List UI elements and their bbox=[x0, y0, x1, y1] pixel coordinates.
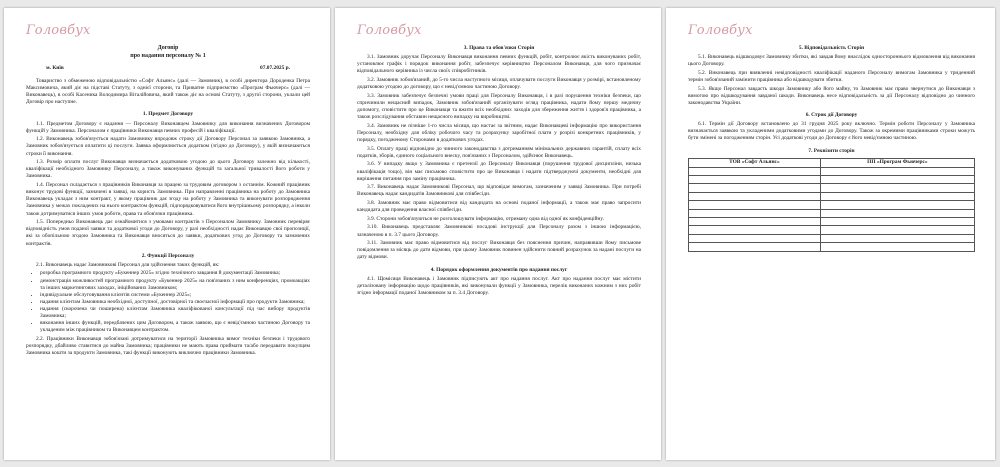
section-3-paragraph: 3.9. Сторони зобов'язуються не розголошувати інформацію, отриману одна від одної як конфіденційну. bbox=[367, 215, 604, 222]
requisites-cell-contractor bbox=[820, 217, 974, 225]
requisites-row bbox=[689, 192, 975, 200]
section-5-paragraph: 5.2. Виконавець при виявленні невідповідності кваліфікації наданого Персоналу вимогам Замовника у триденний термін зобов'язаний замінити працівника або відшкодувати збитки. bbox=[688, 69, 975, 83]
requisites-cell-contractor bbox=[820, 243, 974, 251]
section-1-paragraph: 1.3. Розмір оплати послуг Виконавця визначається додатковою угодою до цього Договору залежно від кількості, кваліфікації необхідного Замовнику Персоналу, а також виконуваних функцій та загальної тривалості його роботи у Замовника. bbox=[26, 159, 310, 180]
logo: Головбух bbox=[357, 23, 422, 38]
requisites-row bbox=[689, 167, 975, 175]
requisites-cell-contractor bbox=[820, 176, 974, 184]
document-title: Договір bbox=[157, 45, 179, 51]
requisites-cell-contractor bbox=[820, 192, 974, 200]
section-3-paragraph: 3.1. Замовник доручає Персоналу Виконавця виконання певних функцій, робіт, контролює якість виконуваних робіт, установлює графік і порядок виконання робіт, забезпечує керівництво Персоналом Виконавця, для чого призначає відповідального керівника із числа своїх співробітників. bbox=[357, 54, 641, 75]
section-4-paragraph: 4.1. Щомісяця Виконавець і Замовник підписують акт про надання послуг. Акт про надання послуг має містити деталізовану інформацію щодо працівників, які виконували функції у Замовника, перелік виконаних кожним з них робіт згідно інформації поданої Замовником за п. 3.4 Договору. bbox=[357, 275, 641, 296]
section-1-paragraph: 1.5. Попередньо Виконавець дає ознайомитися з умовами контрактів з Персоналом Замовнику. Замовник перевіряє відповідність умов поданої заявки та додаткової угоди до Договору, у разі необхідності надає Виконавцю свої пропозиції, які за обопільною згодою Замовника та Виконавця вносяться до заявки, додаткових угод до Договору та зазначених контрактів. bbox=[26, 219, 310, 247]
section-5-paragraph: 5.1. Виконавець відшкодовує Замовнику збитки, які завдав йому внаслідок одностороннього відмовлення від виконання цього Договору. bbox=[688, 54, 975, 68]
requisites-row bbox=[689, 217, 975, 225]
function-list-item: • надання (скорочена чи поширена) клієнтам Замовника кваліфікованої консультації під час вибору продуктів Замовника; bbox=[40, 306, 310, 320]
intro-paragraph: Товариство з обмеженою відповідальністю «Софт Альянс» (далі — Замовник), в особі директора Дороденка Петра Максимовича, який діє на підставі Статуту, з однієї сторони, та Приватне підприємство «Програм Фьючерс» (далі — Виконавець), в особі Касеника Володимира Віталійовича, який також діє на основі Статуту, з другої сторони, уклали цей Договір про наступне. bbox=[26, 77, 310, 106]
contract-date: 07.07.2025 р. bbox=[260, 64, 290, 71]
place-date-row bbox=[46, 65, 290, 72]
section-6-body bbox=[688, 121, 975, 142]
section-2-last: 2.2. Працівники Виконавця зобов'язані дотримуватися на території Замовника вимог техніки безпеки і трудового розпорядку, дбайливо ставитися до майна Замовника; працівники не мають права приймати та/або передавати покупцям Замовника кошти за продукти Замовника, такі функції виконують виключно працівники Замовника. bbox=[26, 335, 310, 356]
requisites-header-customer: ТОВ «Софт Альянс» bbox=[689, 158, 821, 167]
section-1-paragraph: 1.1. Предметом Договору є надання — Персоналу Виконавцем Замовнику для виконання визначених Договором функцій у Замовника. Персоналом є працівники Виконавця певних професій і кваліфікації. bbox=[26, 120, 310, 134]
requisites-row bbox=[689, 234, 975, 242]
section-1-body bbox=[26, 121, 310, 248]
section-heading-4: 4. Порядок оформлення документів про надання послуг bbox=[430, 266, 568, 273]
document-page-1 bbox=[4, 8, 330, 460]
requisites-row bbox=[689, 201, 975, 209]
section-3-paragraph: 3.7. Виконавець надає Замовникові Персонал, що відповідає вимогам, зазначеним у заявці Замовника. При потребі Виконавець надає кандидатів Замовникові для співбесіди. bbox=[357, 184, 641, 198]
section-3-paragraph: 3.2. Замовник зобов'язаний, до 5-го числа наступного місяця, оплачувати послуги Виконавця у розмірі, встановленому додатковою угодою до договору, що є невід'ємною частиною Договору. bbox=[357, 77, 641, 91]
requisites-cell-customer bbox=[689, 176, 821, 184]
requisites-cell-contractor bbox=[820, 226, 974, 234]
section-2-lead: 2.1. Виконавець надає Замовникові Персонал для здійснення таких функцій, як: bbox=[36, 261, 220, 268]
requisites-header-contractor: ПП «Програм Фьючерс» bbox=[820, 158, 974, 167]
requisites-cell-customer bbox=[689, 184, 821, 192]
logo: Головбух bbox=[688, 23, 753, 38]
requisites-cell-customer bbox=[689, 167, 821, 175]
section-heading-2: 2. Функції Персоналу bbox=[141, 252, 195, 259]
requisites-cell-contractor bbox=[820, 184, 974, 192]
requisites-cell-customer bbox=[689, 201, 821, 209]
requisites-row bbox=[689, 184, 975, 192]
section-3-body bbox=[357, 54, 641, 261]
requisites-row bbox=[689, 243, 975, 251]
function-list-item: • демонстрація можливостей програмного продукту «Букеннер 2025» на пов'язаних з ним конференціях, промоакціях та інших маркетингових заходах, ініційованих Замовником; bbox=[40, 278, 310, 292]
requisites-cell-customer bbox=[689, 217, 821, 225]
requisites-cell-contractor bbox=[820, 234, 974, 242]
document-subtitle: про надання персоналу № 1 bbox=[130, 52, 206, 59]
section-3-paragraph: 3.11. Замовник має право відмовитися від послуг Виконавця без пояснення причин, направивши йому письмове повідомлення за місяць до дати відмови, при цьому Замовник повинен здійснити повний розрахунок за надані послуги на дату відмови. bbox=[357, 240, 641, 261]
requisites-cell-contractor bbox=[820, 167, 974, 175]
requisites-row bbox=[689, 209, 975, 217]
requisites-cell-customer bbox=[689, 243, 821, 251]
section-1-paragraph: 1.4. Персонал складається з працівників Виконавця за працею за трудовим договором з останнім. Кожний працівник виконує трудові функції, зазначені в заявці, на користь Замовника. При направленні працівника на роботу до Замовника Виконавець укладає з ним контракт, у якому працівник дає згоду на роботу у Замовника та виконувати розпорядження Замовника у межах покладених на нього контрактом функцій, підпорядковуватися його внутрішньому розпорядку, а інколи також дотримуватися інших умов роботи, права та обов'язки працівника. bbox=[26, 182, 310, 217]
function-list-item: • виконання інших функцій, передбачених цим Договором, а також заявою, що є невід'ємною частиною Договору та укладеним між працівником та Виконавцем контрактом. bbox=[40, 320, 310, 334]
section-3-paragraph: 3.4. Замовник не пізніше 1-го числа місяця, що настає за звітним, надає Виконавцеві інформацію про використання Персоналу, необхідну для обліку робочого часу та розрахунку заробітної плати у розрізі конкретних працівників, у порядку, погодженому Сторонами в додаткових угодах. bbox=[357, 122, 641, 143]
section-heading-5: 5. Відповідальність Сторін bbox=[798, 45, 865, 51]
requisites-row bbox=[689, 226, 975, 234]
requisites-row bbox=[689, 176, 975, 184]
section-3-paragraph: 3.6. У випадку якщо у Замовника є претензії до Персоналу Виконавця (порушення трудової дисципліни, низька кваліфікація тощо), він має письмово сповістити про це Виконавця і надати підтверджуючі документи, необхідні для вирішення питання про заміну працівника. bbox=[357, 161, 641, 182]
section-3-paragraph: 3.10. Виконавець представляє Замовникові посадові інструкції для Персоналу разом з іншою інформацією, зазначеною в п. 3.7 цього Договору. bbox=[357, 224, 641, 238]
section-1-paragraph: 1.2. Виконавець зобов'язується надати Замовнику впродовж строку дії Договору Персонал за заявкою Замовника, а Замовник зобов'язується оплатити ці послуги. Заявка оформлюється додатком (згідно до Договору), у якій визначаються строки її виконання. bbox=[26, 136, 310, 157]
section-6-paragraph: 6.1. Термін дії Договору встановлено до 31 грудня 2025 року включно. Термін роботи Персоналу у Замовника визначається заявкою та укладеними додатковими угодами до Договору. Також за окремими працівниками строки можуть бути змінені за погодженням сторін. Усі додаткові угоди до Договору є його невід'ємною частиною. bbox=[688, 121, 975, 142]
requisites-cell-contractor bbox=[820, 201, 974, 209]
section-5-body bbox=[688, 54, 975, 107]
requisites-cell-contractor bbox=[820, 209, 974, 217]
requisites-cell-customer bbox=[689, 226, 821, 234]
requisites-table bbox=[688, 158, 975, 252]
function-list-item: • індивідуальне обслуговування клієнтів системи «Букеннер 2025»; bbox=[40, 292, 310, 299]
section-3-paragraph: 3.3. Замовник забезпечує безпечні умови праці для Персоналу Виконавця, і в разі порушення техніки безпеки, що спричинили нещасний випадок, Замовник зобов'язаний організувати огляд працівника, надати йому першу медичну допомогу, сповістити про це Виконавця та вжити всіх необхідних заходів для збереження життя і здоров'я працівника, а також розслідування обставин нещасного випадку на виробництві. bbox=[357, 92, 641, 121]
document-page-2 bbox=[335, 8, 661, 460]
function-list-item: • розробка програмного продукту «Букеннер 2025» згідно технічного завдання й документації Замовника; bbox=[40, 270, 310, 277]
contract-city: м. Київ bbox=[46, 64, 64, 71]
section-heading-1: 1. Предмет Договору bbox=[142, 111, 194, 118]
function-list-item: • надання клієнтам Замовника необхідної, доступної, достовірної та своєчасної інформації про продукти Замовника; bbox=[40, 299, 310, 306]
logo: Головбух bbox=[26, 23, 91, 38]
section-heading-3: 3. Права та обов'язки Сторін bbox=[463, 45, 535, 51]
requisites-cell-customer bbox=[689, 192, 821, 200]
requisites-cell-customer bbox=[689, 234, 821, 242]
section-3-paragraph: 3.5. Оплату праці відповідно до чинного законодавства з дотриманням мінімальних державних гарантій, сплату всіх податків, зборів, єдиного соціального внеску, пов'язаних з Персоналом, здійснює Виконавець. bbox=[357, 145, 641, 159]
section-heading-7: 7. Реквізити сторін bbox=[808, 147, 855, 154]
section-4-body bbox=[357, 276, 641, 297]
section-heading-6: 6. Строк дії Договору bbox=[805, 112, 858, 118]
requisites-cell-customer bbox=[689, 209, 821, 217]
section-5-paragraph: 5.3. Якщо Персонал завдасть шкоди Замовнику або його майну, то Замовник має право звернутися до Виконавця з вимогою про відшкодування завданої шкоди. Виконавець несе відповідальність за дії Персоналу відповідно до чинного законодавства України. bbox=[688, 85, 975, 106]
document-page-3 bbox=[666, 8, 995, 460]
function-list bbox=[26, 270, 310, 334]
section-3-paragraph: 3.8. Замовник має право відмовитися від кандидата на основі поданої інформації, а також має право запросити кандидата для проведення власної співбесіди. bbox=[357, 200, 641, 214]
